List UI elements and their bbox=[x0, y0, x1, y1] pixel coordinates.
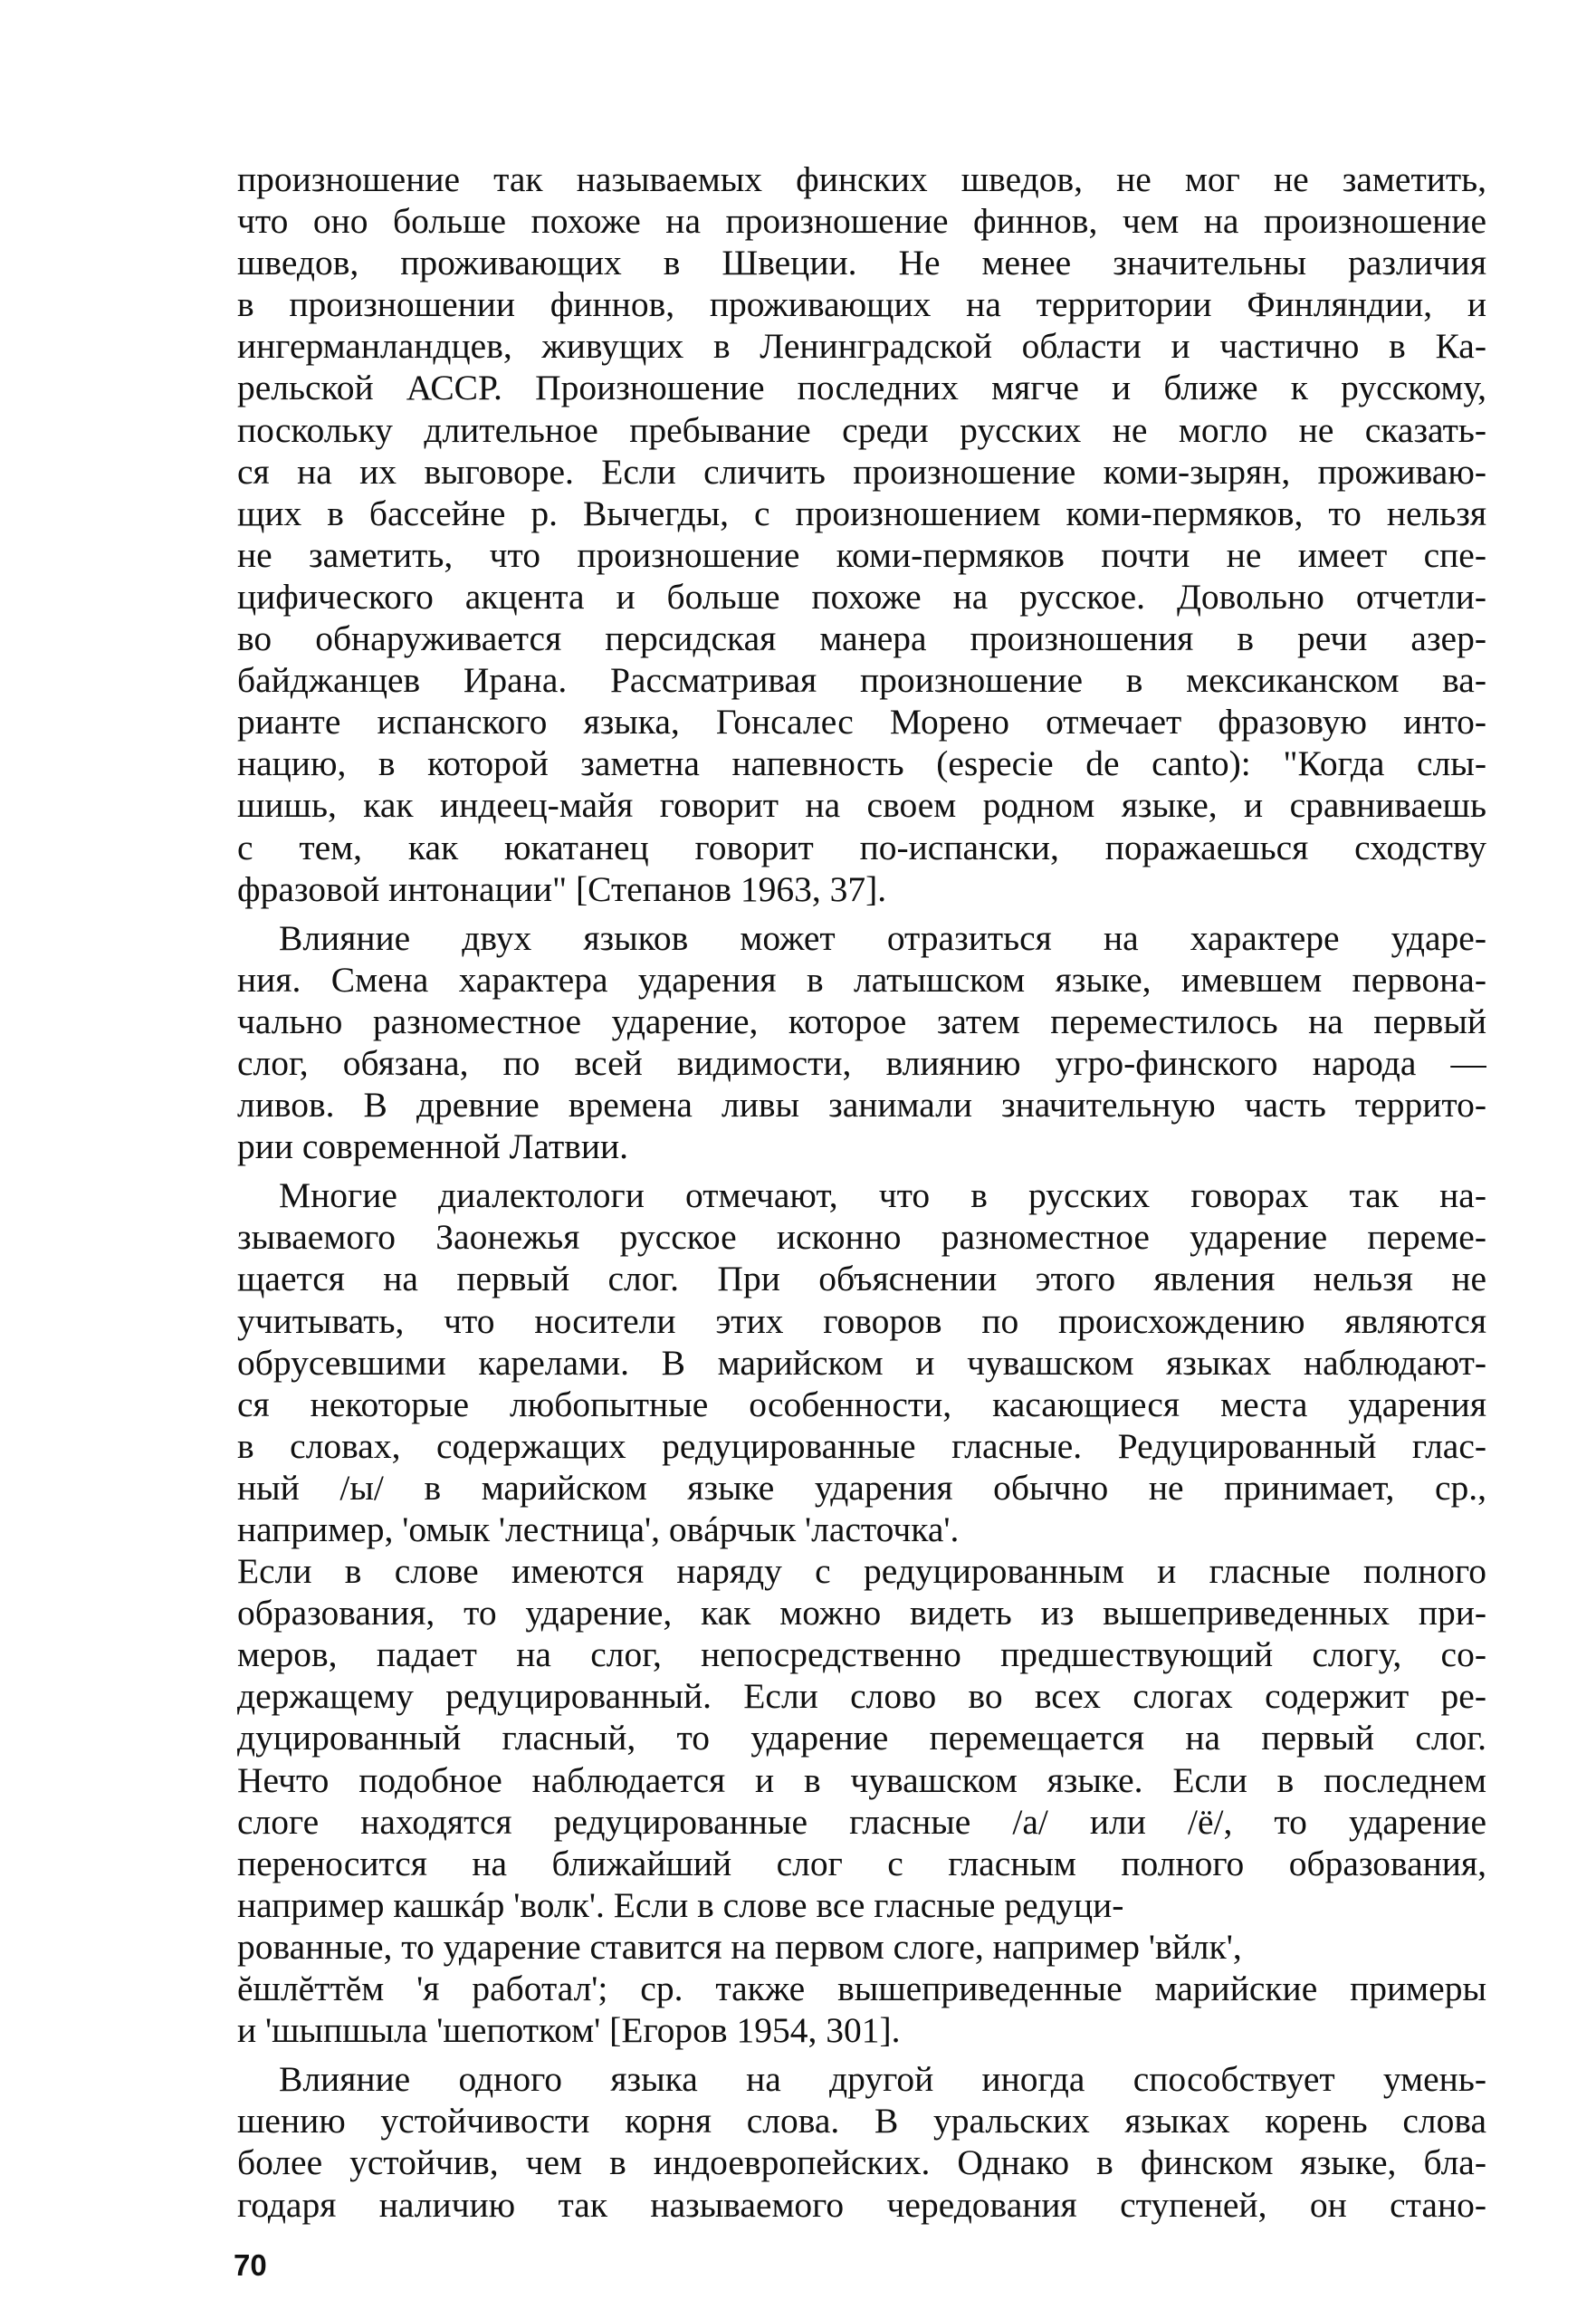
body-text bbox=[237, 158, 1486, 2226]
text-line: шведов, проживающих в Швеции. Не менее значительны различия bbox=[237, 243, 1486, 283]
text-line: во обнаруживается персидская манера произношения в речи азер- bbox=[237, 618, 1486, 659]
text-line: шению устойчивости корня слова. В уральских языках корень слова bbox=[237, 2101, 1486, 2141]
paragraph-start: Многие диалектологи отмечают, что в русских говорах так на- bbox=[279, 1175, 1486, 1216]
text-line: шишь, как индеец-майя говорит на своем родном языке, и сравниваешь bbox=[237, 785, 1486, 826]
text-line: годаря наличию так называемого чередования ступеней, он стано- bbox=[237, 2184, 1486, 2225]
text-line: образования, то ударение, как можно видеть из вышеприведенных при- bbox=[237, 1593, 1486, 1634]
text-line: произношение так называемых финских шведов, не мог не заметить, bbox=[237, 159, 1486, 199]
page-number: 70 bbox=[234, 2248, 267, 2282]
text-line: нацию, в которой заметна напевность (especie de canto): "Когда слы- bbox=[237, 743, 1486, 784]
text-line: ливов. В древние времена ливы занимали значительную часть террито- bbox=[237, 1085, 1486, 1126]
text-line: ся некоторые любопытные особенности, касающиеся места ударения bbox=[237, 1384, 1486, 1424]
text-line: не заметить, что произношение коми-пермяков почти не имеет спе- bbox=[237, 534, 1486, 575]
text-line: обрусевшими карелами. В марийском и чувашском языках наблюдают- bbox=[237, 1342, 1486, 1383]
text-line: ся на их выговоре. Если сличить произношение коми-зырян, проживаю- bbox=[237, 451, 1486, 492]
text-line: ния. Смена характера ударения в латышском языке, имевшем первона- bbox=[237, 959, 1486, 1000]
text-line: щается на первый слог. При объяснении этого явления нельзя не bbox=[237, 1259, 1486, 1299]
text-line: что оно больше похоже на произношение финнов, чем на произношение bbox=[237, 201, 1486, 242]
text-line: переносится на ближайший слог с гласным полного образования, bbox=[237, 1843, 1486, 1883]
text-line: слог, обязана, по всей видимости, влиянию угро-финского народа — bbox=[237, 1042, 1486, 1083]
text-line: держащему редуцированный. Если слово во всех слогах содержит ре- bbox=[237, 1676, 1486, 1717]
text-line: например кашкáр 'волк'. Если в слове все гласные редуци- bbox=[237, 1884, 1124, 1925]
text-line: рианте испанского языка, Гонсалес Морено отмечает фразовую инто- bbox=[237, 702, 1486, 743]
text-line: с тем, как юкатанец говорит по-испански, поражаешься сходству bbox=[237, 827, 1486, 867]
text-line: меров, падает на слог, непосредственно предшествующий слогу, со- bbox=[237, 1634, 1486, 1675]
text-line: ингерманландцев, живущих в Ленинградской области и частично в Ка- bbox=[237, 326, 1486, 367]
text-line: ный /ы/ в марийском языке ударения обычно не принимает, ср., bbox=[237, 1467, 1486, 1508]
text-line: слоге находятся редуцированные гласные /а/ или /ё/, то ударение bbox=[237, 1801, 1486, 1842]
text-line: фразовой интонации" [Степанов 1963, 37]. bbox=[237, 868, 887, 909]
text-line: в произношении финнов, проживающих на территории Финляндии, и bbox=[237, 284, 1486, 325]
text-line: учитывать, что носители этих говоров по происхождению являются bbox=[237, 1300, 1486, 1341]
paragraph-start: Влияние двух языков может отразиться на характере ударе- bbox=[279, 917, 1486, 958]
paragraph-start: Влияние одного языка на другой иногда способствует умень- bbox=[279, 2059, 1486, 2100]
text-line: ĕшлĕттĕм 'я работал'; ср. также вышеприведенные марийские примеры bbox=[237, 1969, 1486, 2009]
text-line: байджанцев Ирана. Рассматривая произношение в мексиканском ва- bbox=[237, 660, 1486, 701]
text-line: щих в бассейне р. Вычегды, с произношением коми-пермяков, то нельзя bbox=[237, 493, 1486, 533]
text-line: рельской АССР. Произношение последних мягче и ближе к русскому, bbox=[237, 368, 1486, 408]
text-line: зываемого Заонежья русское исконно разноместное ударение переме- bbox=[237, 1217, 1486, 1258]
text-line: Нечто подобное наблюдается и в чувашском языке. Если в последнем bbox=[237, 1759, 1486, 1800]
text-line: более устойчив, чем в индоевропейских. Однако в финском языке, бла- bbox=[237, 2142, 1486, 2183]
text-line: дуцированный гласный, то ударение перемещается на первый слог. bbox=[237, 1718, 1486, 1758]
text-line: рии современной Латвии. bbox=[237, 1126, 629, 1167]
text-line: Если в слове имеются наряду с редуцированным и гласные полного bbox=[237, 1551, 1486, 1592]
text-line: чально разноместное ударение, которое затем переместилось на первый bbox=[237, 1001, 1486, 1041]
text-line: цифического акцента и больше похоже на русское. Довольно отчетли- bbox=[237, 576, 1486, 617]
text-line: и 'шыпшыла 'шепотком' [Егоров 1954, 301]. bbox=[237, 2010, 901, 2051]
text-line: в словах, содержащих редуцированные гласные. Редуцированный глас- bbox=[237, 1425, 1486, 1466]
text-line: рованные, то ударение ставится на первом слоге, например 'вйлк', bbox=[237, 1926, 1242, 1967]
text-line: например, 'омык 'лестница', овáрчык 'ласточка'. bbox=[237, 1509, 960, 1549]
text-line: поскольку длительное пребывание среди русских не могло не сказать- bbox=[237, 409, 1486, 450]
